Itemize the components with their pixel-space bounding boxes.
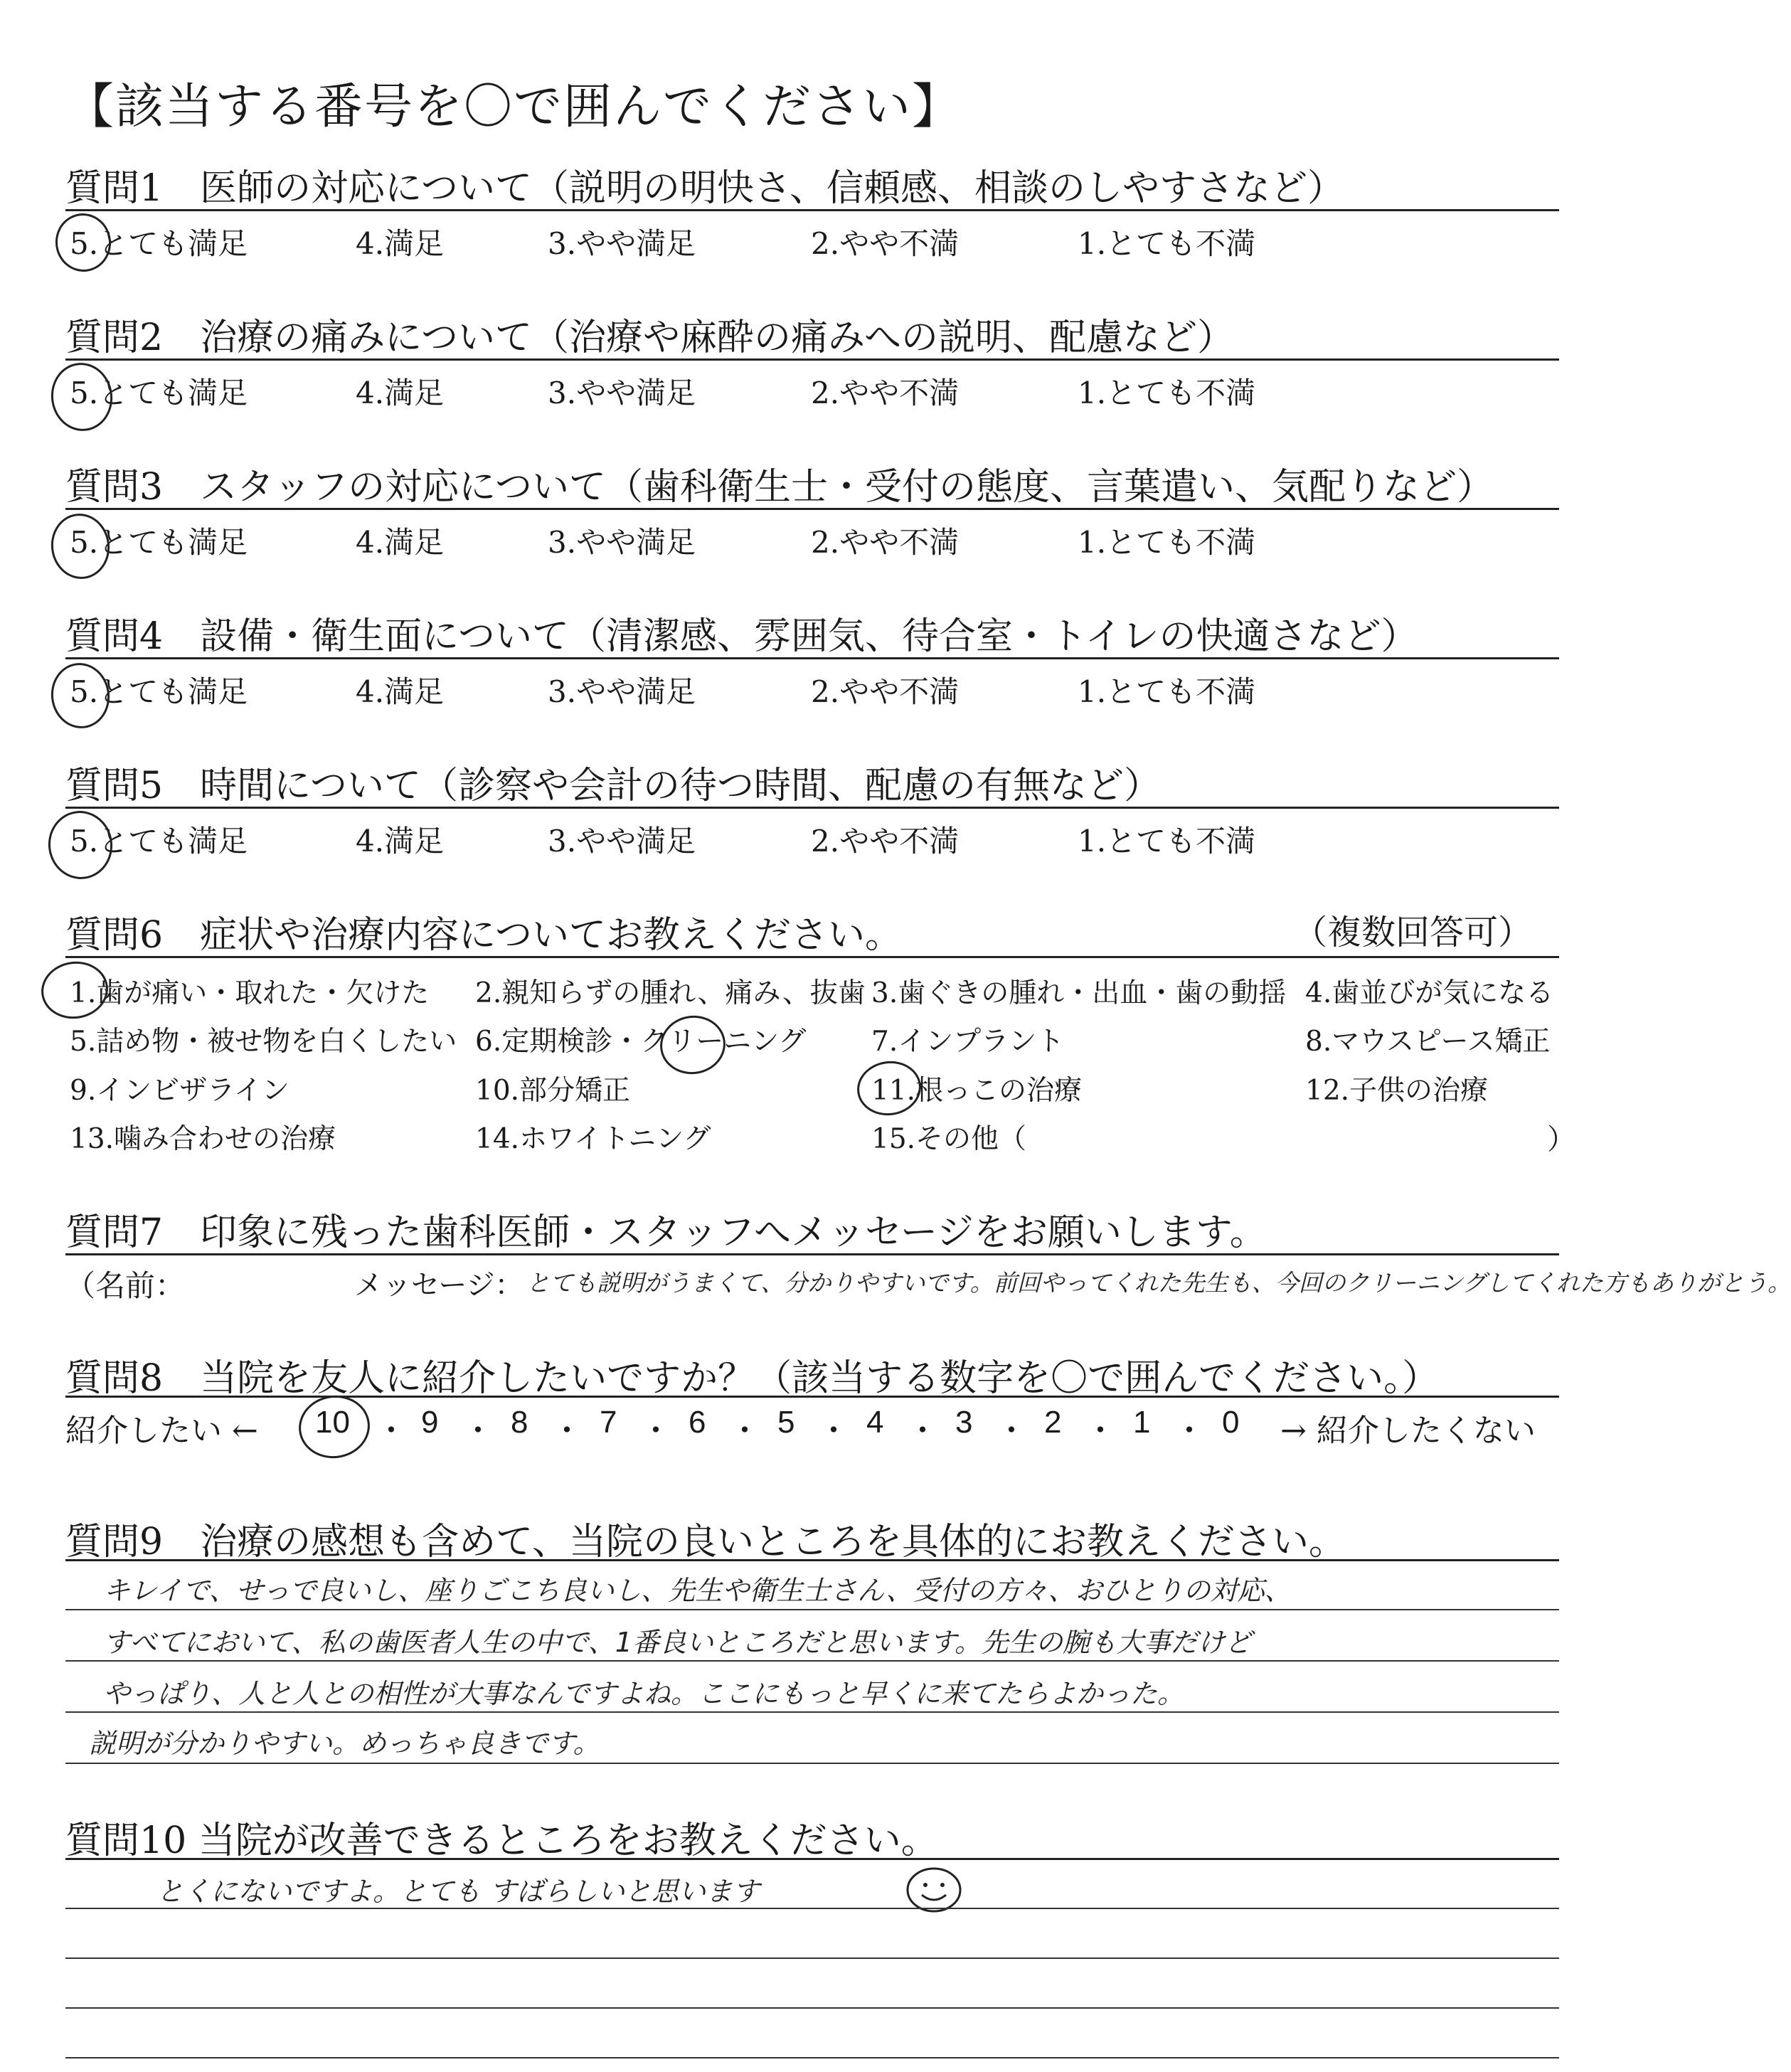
- q8-sep: ・: [551, 1413, 583, 1449]
- q1-option-1[interactable]: 1.とても不満: [1078, 226, 1256, 261]
- q8-right-label: → 紹介したくない: [1280, 1413, 1536, 1449]
- q4-option-3[interactable]: 3.やや満足: [548, 674, 696, 709]
- q8-scale-10[interactable]: 10: [315, 1405, 350, 1440]
- page-title: 【該当する番号を〇で囲んでください】: [65, 79, 962, 135]
- q2-heading: 質問2 治療の痛みについて（治療や麻酔の痛みへの説明、配慮など）: [65, 317, 1235, 359]
- q1-option-3[interactable]: 3.やや満足: [548, 226, 696, 261]
- q8-scale-6[interactable]: 6: [689, 1405, 706, 1440]
- q9-line-rule: [65, 1763, 1559, 1764]
- q8-rule: [65, 1396, 1559, 1398]
- q6-option-9[interactable]: 9.インビザライン: [70, 1075, 290, 1107]
- q5-option-4[interactable]: 4.満足: [356, 824, 445, 859]
- q6-option-4[interactable]: 4.歯並びが気になる: [1305, 977, 1554, 1009]
- q7-heading: 質問7 印象に残った歯科医師・スタッフへメッセージをお願いします。: [65, 1211, 1267, 1254]
- q8-sep: ・: [462, 1413, 494, 1449]
- q6-option-1-circle: [38, 957, 112, 1023]
- q3-option-5[interactable]: 5.とても満足: [70, 525, 248, 560]
- q10-answer-line1: とくにないですよ。とても すばらしいと思います: [156, 1876, 760, 1907]
- q8-sep: ・: [818, 1413, 849, 1449]
- q8-sep: ・: [996, 1413, 1027, 1449]
- q8-scale-4[interactable]: 4: [866, 1405, 884, 1440]
- q9-rule: [65, 1559, 1559, 1561]
- q6-option-11[interactable]: 11.根っこの治療: [871, 1075, 1083, 1107]
- q8-scale-9[interactable]: 9: [421, 1405, 439, 1440]
- q4-option-1[interactable]: 1.とても不満: [1078, 674, 1256, 709]
- q5-option-2[interactable]: 2.やや不満: [811, 824, 960, 859]
- q2-rule: [65, 358, 1559, 361]
- q9-answer-line3: やっぱり、人と人との相性が大事なんですよね。ここにもっと早くに来てたらよかった。: [103, 1678, 1185, 1709]
- q8-heading: 質問8 当院を友人に紹介したいですか？（該当する数字を〇で囲んでください。）: [65, 1357, 1440, 1400]
- q8-scale-7[interactable]: 7: [600, 1405, 617, 1440]
- q8-scale-0[interactable]: 0: [1222, 1405, 1240, 1440]
- q8-sep: ・: [640, 1413, 671, 1449]
- q1-option-2[interactable]: 2.やや不満: [811, 226, 960, 261]
- q1-selected-circle: [52, 210, 115, 275]
- q8-sep: ・: [907, 1413, 938, 1449]
- q4-option-2[interactable]: 2.やや不満: [811, 674, 960, 709]
- q7-message-line1: とても説明がうまくて、分かりやすいです。前回やってくれた先生も、今回のクリーニングしてくれた方もありがとう。: [526, 1269, 1791, 1297]
- q10-line-rule: [65, 2057, 1559, 2058]
- q2-option-1[interactable]: 1.とても不満: [1078, 376, 1256, 410]
- q8-scale-3[interactable]: 3: [955, 1405, 973, 1440]
- q1-option-5[interactable]: 5.とても満足: [70, 226, 248, 261]
- q6-option-6[interactable]: 6.定期検診・クリーニング: [475, 1026, 807, 1058]
- q9-line-rule: [65, 1660, 1559, 1662]
- q6-option-7[interactable]: 7.インプラント: [871, 1026, 1065, 1058]
- q7-name-label: （名前：: [65, 1268, 186, 1303]
- q5-option-5[interactable]: 5.とても満足: [70, 824, 248, 859]
- q8-scale-5[interactable]: 5: [777, 1405, 795, 1440]
- q2-option-3[interactable]: 3.やや満足: [548, 376, 696, 410]
- q8-selected-circle: [294, 1391, 373, 1462]
- q6-option-13[interactable]: 13.噛み合わせの治療: [70, 1123, 336, 1155]
- q10-line-rule: [65, 1908, 1559, 1909]
- q6-option-12[interactable]: 12.子供の治療: [1305, 1075, 1489, 1107]
- q6-other-close: ）: [1547, 1123, 1575, 1156]
- q6-option-1[interactable]: 1.歯が痛い・取れた・欠けた: [70, 977, 430, 1009]
- q3-heading: 質問3 スタッフの対応について（歯科衛生士・受付の態度、言葉遣い、気配りなど）: [65, 466, 1494, 509]
- q7-message-label: メッセージ：: [354, 1269, 524, 1302]
- q3-rule: [65, 508, 1559, 510]
- q8-left-label: 紹介したい ←: [65, 1413, 258, 1449]
- q6-option-11-circle: [854, 1057, 925, 1120]
- q8-sep: ・: [1085, 1413, 1116, 1449]
- q5-option-3[interactable]: 3.やや満足: [548, 824, 696, 859]
- q2-option-2[interactable]: 2.やや不満: [811, 376, 960, 410]
- q1-option-4[interactable]: 4.満足: [356, 226, 445, 261]
- q6-option-14[interactable]: 14.ホワイトニング: [475, 1123, 711, 1155]
- q4-option-4[interactable]: 4.満足: [356, 674, 445, 709]
- q10-heading: 質問10 当院が改善できるところをお教えください。: [65, 1819, 938, 1862]
- q8-scale-1[interactable]: 1: [1133, 1405, 1151, 1440]
- q7-rule: [65, 1253, 1559, 1255]
- q4-heading: 質問4 設備・衛生面について（清潔感、雰囲気、待合室・トイレの快適さなど）: [65, 615, 1418, 658]
- q6-option-8[interactable]: 8.マウスピース矯正: [1305, 1026, 1551, 1058]
- q3-option-1[interactable]: 1.とても不満: [1078, 525, 1256, 560]
- q9-heading: 質問9 治療の感想も含めて、当院の良いところを具体的にお教えください。: [65, 1521, 1346, 1563]
- q6-option-10[interactable]: 10.部分矯正: [475, 1075, 631, 1107]
- q3-option-3[interactable]: 3.やや満足: [548, 525, 696, 560]
- q8-scale-2[interactable]: 2: [1044, 1405, 1062, 1440]
- q3-option-4[interactable]: 4.満足: [356, 525, 445, 560]
- q6-option-15[interactable]: 15.その他（: [871, 1123, 1027, 1155]
- q10-rule: [65, 1858, 1559, 1860]
- q10-line-rule: [65, 1957, 1559, 1959]
- q2-option-4[interactable]: 4.満足: [356, 376, 445, 410]
- q6-option-5[interactable]: 5.詰め物・被せ物を白くしたい: [70, 1026, 457, 1058]
- q4-rule: [65, 657, 1559, 659]
- q2-option-5[interactable]: 5.とても満足: [70, 376, 248, 410]
- q9-answer-line2: すべてにおいて、私の歯医者人生の中で、1番良いところだと思います。先生の腕も大事だけど: [103, 1627, 1252, 1658]
- q9-answer-line4: 説明が分かりやすい。めっちゃ良きです。: [89, 1728, 600, 1759]
- q8-sep: ・: [376, 1413, 407, 1449]
- q8-scale-8[interactable]: 8: [511, 1405, 528, 1440]
- q6-rule: [65, 956, 1559, 958]
- q5-rule: [65, 807, 1559, 809]
- q9-line-rule: [65, 1711, 1559, 1713]
- q1-rule: [65, 209, 1559, 211]
- q6-option-2[interactable]: 2.親知らずの腫れ、痛み、抜歯: [475, 977, 866, 1009]
- q1-heading: 質問1 医師の対応について（説明の明快さ、信頼感、相談のしやすさなど）: [65, 167, 1344, 210]
- q5-heading: 質問5 時間について（診察や会計の待つ時間、配慮の有無など）: [65, 765, 1162, 807]
- q10-line-rule: [65, 2007, 1559, 2009]
- q9-line-rule: [65, 1609, 1559, 1610]
- q6-multiple-note: （複数回答可）: [1292, 913, 1532, 952]
- q6-option-3[interactable]: 3.歯ぐきの腫れ・出血・歯の動揺: [871, 977, 1287, 1009]
- q5-option-1[interactable]: 1.とても不満: [1078, 824, 1256, 859]
- q8-sep: ・: [1174, 1413, 1205, 1449]
- q3-option-2[interactable]: 2.やや不満: [811, 525, 960, 560]
- q8-sep: ・: [729, 1413, 760, 1449]
- q9-answer-line1: キレイで、せっで良いし、座りごこち良いし、先生や衛生士さん、受付の方々、おひとりの対応、: [103, 1575, 1292, 1606]
- q4-option-5[interactable]: 5.とても満足: [70, 674, 248, 709]
- q6-heading: 質問6 症状や治療内容についてお教えください。: [65, 914, 903, 957]
